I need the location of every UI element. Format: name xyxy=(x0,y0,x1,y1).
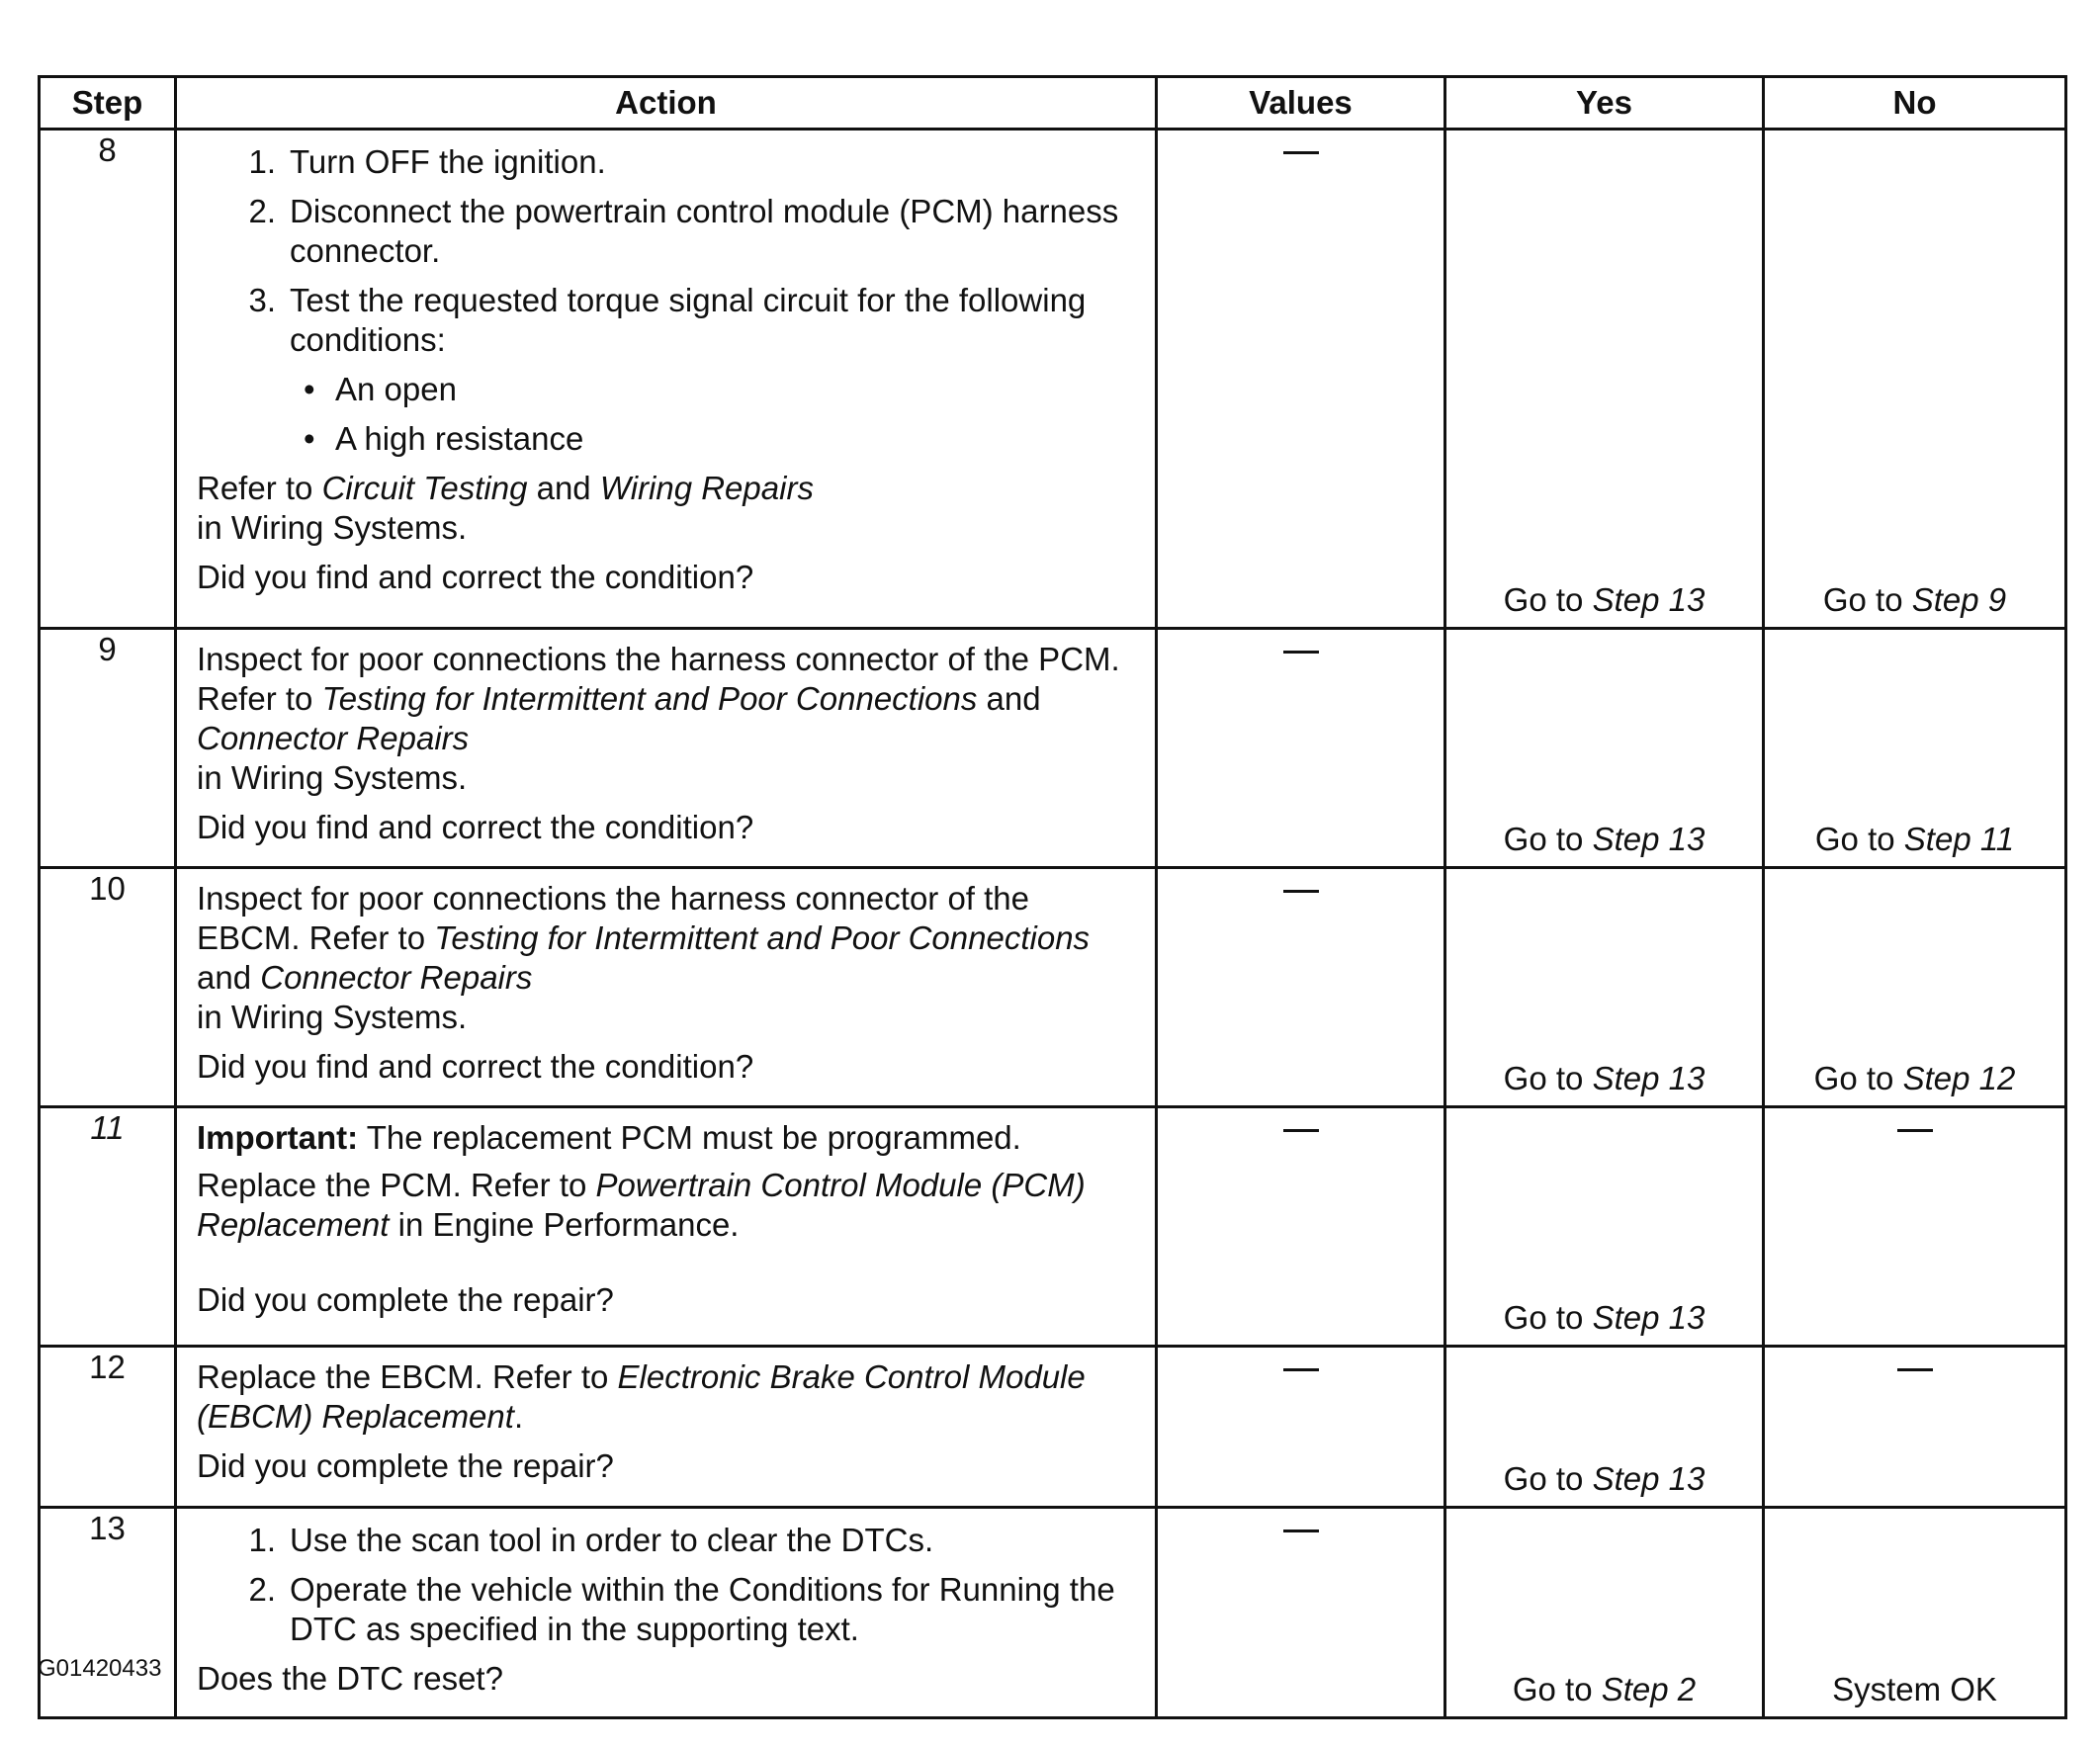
dash-icon xyxy=(1283,1530,1319,1532)
reference-link[interactable]: Circuit Testing xyxy=(321,470,528,506)
header-row xyxy=(40,77,2066,130)
goto-step-link[interactable]: Step 2 xyxy=(1601,1671,1697,1707)
system-ok-text: System OK xyxy=(1832,1671,1997,1707)
step-number: 9 xyxy=(40,629,176,868)
table-row xyxy=(40,130,2066,629)
dash-icon xyxy=(1283,651,1319,654)
goto-step-link[interactable]: Step 13 xyxy=(1592,1460,1706,1497)
action-cell xyxy=(176,1508,1157,1718)
table-row xyxy=(40,1508,2066,1718)
step-number: 8 xyxy=(40,130,176,629)
goto-step-link[interactable]: Step 13 xyxy=(1592,821,1706,857)
list-item: 2. Disconnect the powertrain control module (PCM) harness connector. xyxy=(248,193,1119,269)
no-cell: Go to Step 11 xyxy=(1764,629,2066,868)
goto-step-link[interactable]: Step 11 xyxy=(1903,821,2015,857)
question-text: Did you find and correct the condition? xyxy=(197,559,754,595)
goto-step-link[interactable]: Step 13 xyxy=(1592,581,1706,618)
header-step: Step xyxy=(40,77,176,130)
action-cell xyxy=(176,1107,1157,1347)
action-text: Inspect for poor connections the harness connector of the PCM. Refer to Testing for Intermittent and Poor Connections and Connector Repairs in Wiring Systems. xyxy=(197,641,1120,796)
header-no: No xyxy=(1764,77,2066,130)
action-cell xyxy=(176,130,1157,629)
table-row xyxy=(40,1347,2066,1508)
list-item: 3. Test the requested torque signal circuit for the following conditions: xyxy=(248,282,1087,358)
values-cell xyxy=(1157,868,1445,1107)
dash-icon xyxy=(1283,1129,1319,1132)
question-text: Did you find and correct the condition? xyxy=(197,1048,754,1085)
step-number: 10 xyxy=(40,868,176,1107)
bullet-item: • An open xyxy=(304,371,457,407)
step-number: 11 xyxy=(40,1107,176,1347)
action-text: Inspect for poor connections the harness connector of the EBCM. Refer to Testing for Intermittent and Poor Connections and Connector Repairs in Wiring Systems. xyxy=(197,880,1091,1035)
no-cell xyxy=(1764,1347,2066,1508)
reference-link[interactable]: Testing for Intermittent and Poor Connections xyxy=(321,680,978,717)
diagnostic-table xyxy=(38,75,2067,1719)
dash-icon xyxy=(1283,890,1319,893)
diagnostic-table-sheet xyxy=(38,75,2064,1719)
table-row xyxy=(40,868,2066,1107)
table-row xyxy=(40,629,2066,868)
values-cell xyxy=(1157,1508,1445,1718)
values-cell xyxy=(1157,1107,1445,1347)
header-action: Action xyxy=(176,77,1157,130)
reference-link[interactable]: Testing for Intermittent and Poor Connections xyxy=(434,919,1091,956)
reference-link[interactable]: Powertrain Control Module (PCM) Replacement xyxy=(197,1167,1086,1243)
goto-step-link[interactable]: Step 13 xyxy=(1592,1060,1706,1096)
values-cell xyxy=(1157,1347,1445,1508)
action-cell xyxy=(176,868,1157,1107)
header-yes: Yes xyxy=(1445,77,1764,130)
goto-step-link[interactable]: Step 9 xyxy=(1911,581,2007,618)
figure-id: G01420433 xyxy=(38,1655,162,1682)
reference-link[interactable]: Wiring Repairs xyxy=(599,470,814,506)
yes-cell: Go to Step 13 xyxy=(1445,868,1764,1107)
table-row xyxy=(40,1107,2066,1347)
yes-cell: Go to Step 2 xyxy=(1445,1508,1764,1718)
dash-icon xyxy=(1897,1368,1933,1371)
values-cell xyxy=(1157,629,1445,868)
important-note: Important: The replacement PCM must be programmed. xyxy=(197,1119,1021,1156)
reference-link[interactable]: Connector Repairs xyxy=(260,959,533,996)
no-cell xyxy=(1764,1508,2066,1718)
yes-cell: Go to Step 13 xyxy=(1445,629,1764,868)
yes-cell: Go to Step 13 xyxy=(1445,1107,1764,1347)
goto-step-link[interactable]: Step 12 xyxy=(1902,1060,2016,1096)
yes-cell: Go to Step 13 xyxy=(1445,130,1764,629)
reference-link[interactable]: Connector Repairs xyxy=(197,720,470,756)
action-cell xyxy=(176,629,1157,868)
dash-icon xyxy=(1283,1368,1319,1371)
list-item: 2. Operate the vehicle within the Conditions for Running the DTC as specified in the supporting text. xyxy=(248,1571,1115,1647)
step-number: 12 xyxy=(40,1347,176,1508)
question-text: Does the DTC reset? xyxy=(197,1660,503,1697)
header-values: Values xyxy=(1157,77,1445,130)
no-cell: Go to Step 9 xyxy=(1764,130,2066,629)
list-item: 1. Use the scan tool in order to clear the DTCs. xyxy=(248,1522,934,1558)
reference-text: Refer to Circuit Testing and Wiring Repairs in Wiring Systems. xyxy=(197,470,814,546)
action-text: Replace the EBCM. Refer to Electronic Brake Control Module (EBCM) Replacement. xyxy=(197,1358,1086,1435)
goto-step-link[interactable]: Step 13 xyxy=(1592,1299,1706,1336)
no-cell xyxy=(1764,1107,2066,1347)
question-text: Did you complete the repair? xyxy=(197,1281,614,1318)
question-text: Did you find and correct the condition? xyxy=(197,809,754,845)
action-text: Replace the PCM. Refer to Powertrain Control Module (PCM) Replacement in Engine Performance. xyxy=(197,1167,1086,1243)
dash-icon xyxy=(1283,151,1319,154)
no-cell: Go to Step 12 xyxy=(1764,868,2066,1107)
step-number: 13 xyxy=(40,1508,176,1718)
action-cell xyxy=(176,1347,1157,1508)
values-cell xyxy=(1157,130,1445,629)
yes-cell: Go to Step 13 xyxy=(1445,1347,1764,1508)
list-item: 1. Turn OFF the ignition. xyxy=(248,143,606,180)
question-text: Did you complete the repair? xyxy=(197,1447,614,1484)
reference-link[interactable]: Electronic Brake Control Module (EBCM) Replacement xyxy=(197,1358,1086,1435)
bullet-item: • A high resistance xyxy=(304,420,584,457)
dash-icon xyxy=(1897,1129,1933,1132)
